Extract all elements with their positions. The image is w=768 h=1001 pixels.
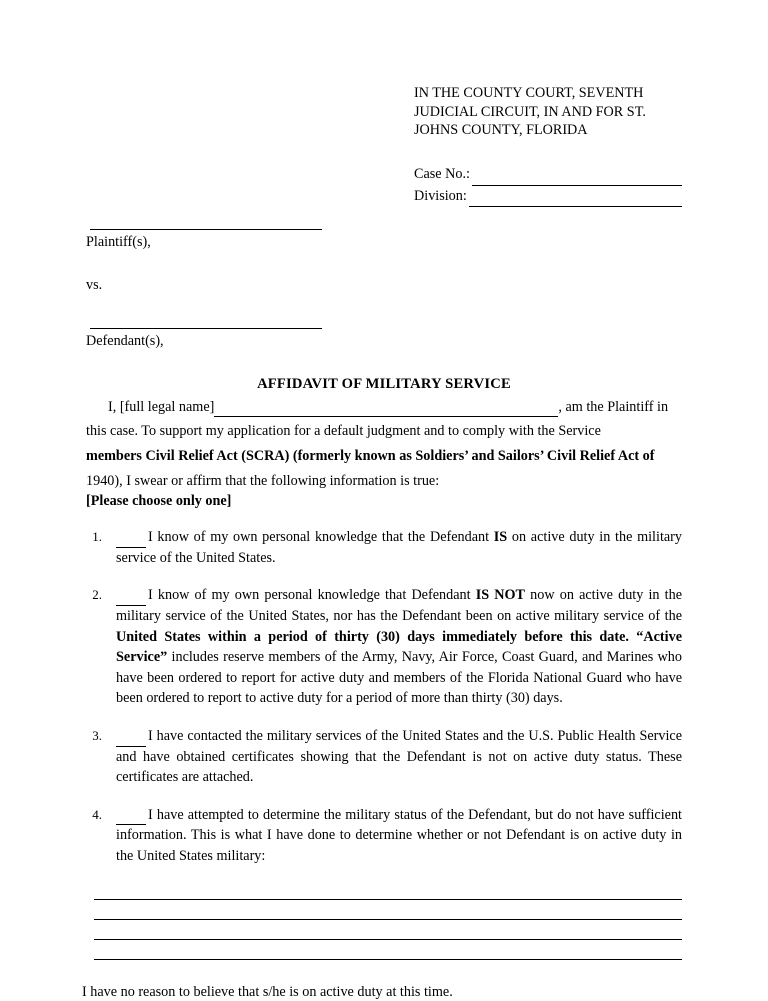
case-number-field[interactable] (472, 171, 682, 186)
list-item (86, 527, 682, 568)
item-2-part-1: IS NOT (475, 587, 525, 604)
full-legal-name-field[interactable] (214, 404, 558, 417)
case-number-label: Case No.: (414, 166, 470, 183)
item-2-part-4: includes reserve members of the Army, Navy, Air Force, Coast Guard, and Marines who have been ordered to report for active duty and members of the Florida National Guard who have been ordered to report to active duty for a period of more than thirty (30) days. (116, 649, 682, 707)
intro-line-2: this case. To support my application for a default judgment and to comply with the Service (86, 423, 601, 440)
intro-paragraph (86, 397, 682, 418)
intro-line-4: 1940), I swear or affirm that the following information is true: (86, 472, 440, 489)
item-2-part-0: I know of my own personal knowledge that Defendant (148, 587, 476, 604)
item-2-part-2: now on active duty in the military service of the United States, nor has the Defendant been on active military service of the (116, 587, 682, 624)
item-4-part-0: I have attempted to determine the military status of the Defendant, but do not have sufficient information. This is what I have done to determine whether or not Defendant is on active duty in the United States military: (116, 806, 682, 864)
item-text (116, 805, 682, 867)
item-number: 4. (92, 806, 102, 822)
intro-after-blank-text: , am the Plaintiff in (558, 398, 669, 415)
page-title: AFFIDAVIT OF MILITARY SERVICE (257, 375, 511, 392)
item-1-part-1: IS (493, 529, 508, 546)
defendant-label: Defendant(s), (86, 332, 164, 349)
document-content (82, 84, 682, 1001)
write-in-line[interactable] (94, 880, 682, 900)
list-item (86, 726, 682, 788)
intro-lead-text: I, [full legal name] (108, 398, 215, 415)
case-number-row (414, 164, 682, 185)
item-1-part-2: on active duty in the military service of the United States. (116, 529, 682, 566)
plaintiff-label: Plaintiff(s), (86, 233, 151, 250)
item-number: 2. (92, 587, 102, 603)
item-text (116, 585, 682, 709)
list-item (86, 585, 682, 709)
write-in-line[interactable] (94, 920, 682, 940)
item-1-checkbox-blank[interactable] (116, 535, 146, 548)
plaintiff-name-field[interactable] (90, 229, 322, 230)
defendant-name-field[interactable] (90, 328, 322, 329)
item-2-checkbox-blank[interactable] (116, 593, 146, 606)
division-field[interactable] (469, 192, 682, 207)
division-row (414, 186, 682, 207)
versus-label: vs. (86, 276, 103, 293)
party-block (86, 229, 682, 350)
item-text (116, 726, 682, 788)
item-4-checkbox-blank[interactable] (116, 812, 146, 825)
write-in-line[interactable] (94, 940, 682, 960)
item-number: 3. (92, 727, 102, 743)
list-item (86, 805, 682, 867)
item-2-part-3: United States within a period of thirty (30) days immediately before this date. “Active Service” (116, 628, 682, 666)
closing-statement: I have no reason to believe that s/he is on active duty at this time. (82, 984, 453, 1001)
item-3-checkbox-blank[interactable] (116, 734, 146, 747)
division-label: Division: (414, 187, 467, 204)
court-header-line-2: JUDICIAL CIRCUIT, IN AND FOR ST. (414, 103, 646, 120)
court-header (414, 84, 682, 140)
write-in-line[interactable] (94, 900, 682, 920)
case-info-block (414, 164, 682, 207)
item-text (116, 527, 682, 568)
item-number: 1. (92, 529, 102, 545)
choose-one-instruction: [Please choose only one] (86, 493, 232, 510)
write-in-lines (94, 880, 682, 960)
item-3-part-0: I have contacted the military services of the United States and the U.S. Public Health Service and have obtained certificates showing that the Defendant is not on active duty status. These certificates are attached. (116, 727, 682, 786)
item-1-part-0: I know of my own personal knowledge that the Defendant (148, 529, 494, 546)
court-header-line-3: JOHNS COUNTY, FLORIDA (414, 122, 588, 139)
intro-line-3: members Civil Relief Act (SCRA) (formerly known as Soldiers’ and Sailors’ Civil Relief Act of (86, 447, 655, 464)
court-header-line-1: IN THE COUNTY COURT, SEVENTH (414, 85, 644, 101)
